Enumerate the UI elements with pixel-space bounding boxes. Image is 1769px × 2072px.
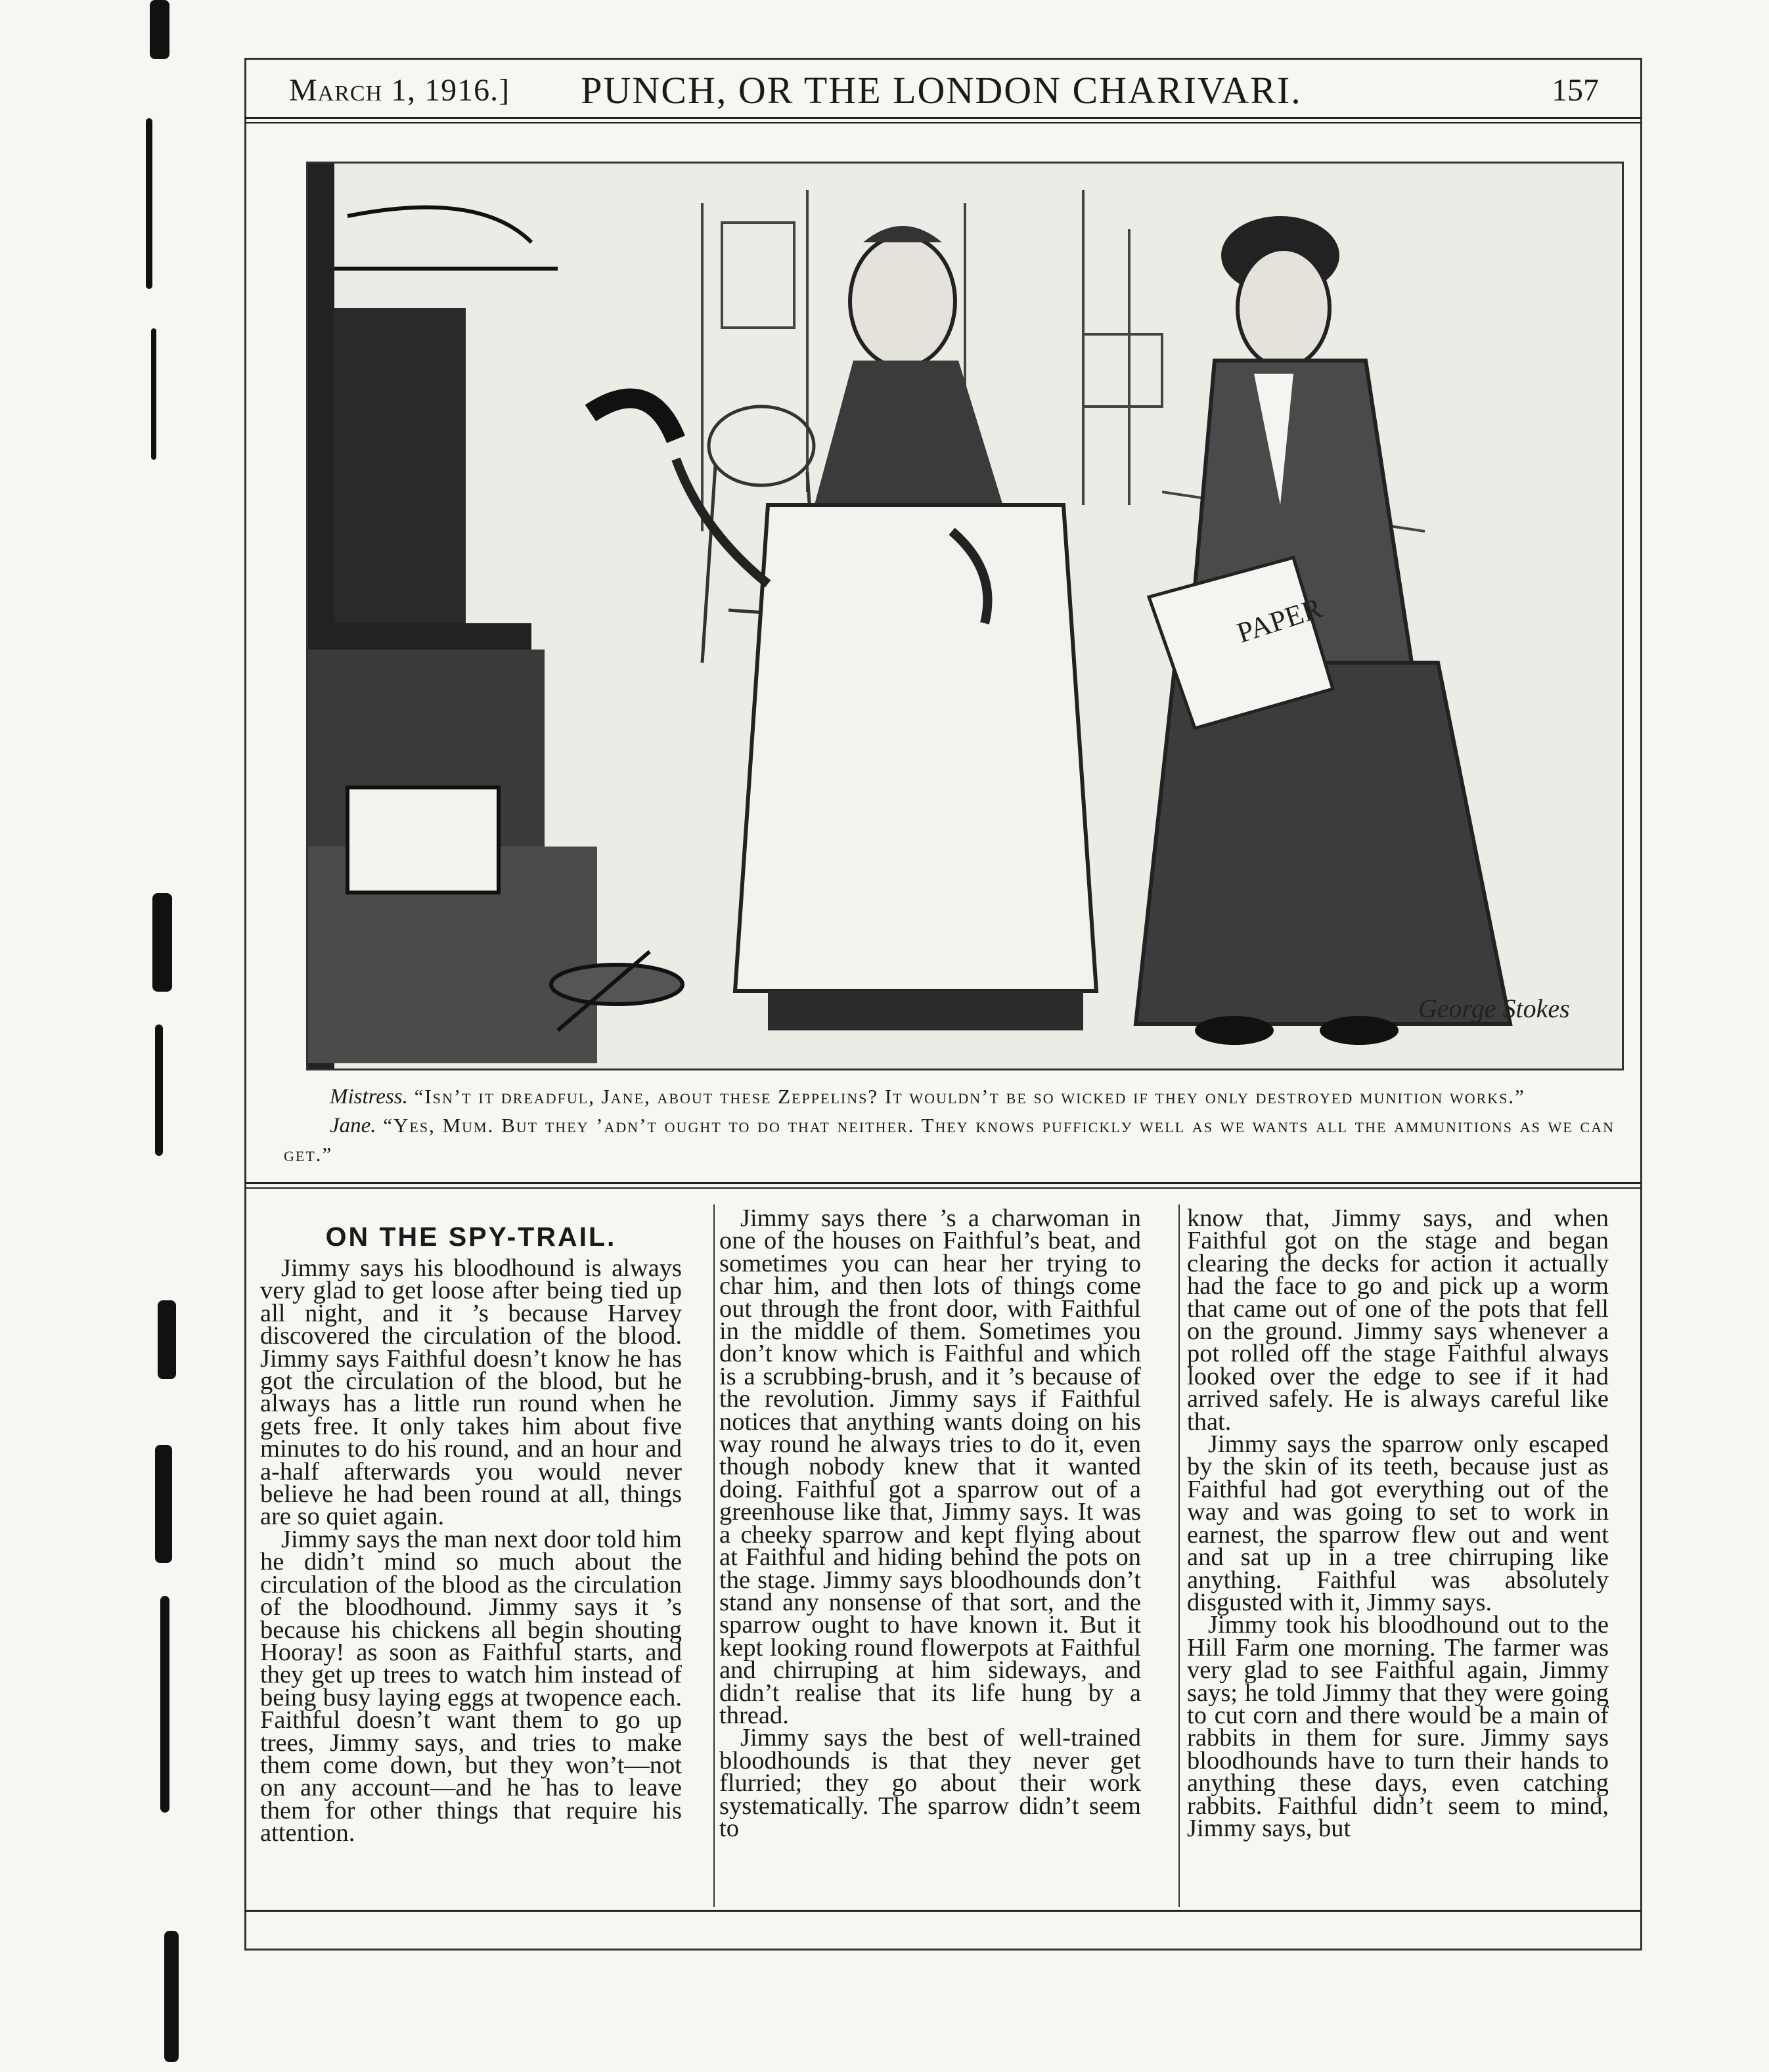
caption-line-mistress xyxy=(284,1082,1615,1111)
article-paragraph: Jimmy says the best of well-trained bloodhounds is that they never get flurried; they go about their work systematically. The sparrow didn’t seem to xyxy=(719,1724,1141,1842)
article-title: ON THE SPY-TRAIL. xyxy=(325,1222,617,1252)
cartoon-caption xyxy=(284,1082,1615,1169)
caption-text-jane: “Yes, Mum. But they ’adn’t ought to do that neither. They knows pufficklу well as we wants all the ammunitions as we can get.” xyxy=(284,1114,1615,1166)
article-paragraph-continued: know that, Jimmy says, and when Faithful got on the stage and began clearing the decks for action it actually had the face to go and pick up a worm that came out of one of the pots that fell on the ground. Jimmy says whenever a pot rolled off the stage Faithful always looked over the edge to see if it had arrived safely. He is always careful like that. xyxy=(1187,1204,1609,1436)
article-column-3 xyxy=(1187,1204,1609,1842)
article-paragraph: Jimmy says his bloodhound is always very glad to get loose after being tied up all night, and it ’s because Harvey discovered the circulation of the blood. Jimmy says Faithful doesn’t know he has got the circulation of the blood, but he always has a little run round when he gets free. It only takes him about five minutes to do his round, and an hour and a-half afterwards you would never believe he had been round at all, things are so quiet again. xyxy=(260,1254,682,1531)
footer-rule xyxy=(244,1910,1641,1912)
header-rule-double xyxy=(244,122,1641,123)
article-column-2 xyxy=(719,1204,1141,1842)
artist-signature: George Stokes xyxy=(1418,994,1570,1023)
speaker-jane: Jane. xyxy=(330,1114,376,1137)
article-paragraph: Jimmy took his bloodhound out to the Hill Farm one morning. The farmer was very glad to see Faithful again, Jimmy says; he told Jimmy that they were going to cut corn and there would be a main of rabbits in them for sure. Jimmy says bloodhounds have to turn their hands to anything these days, even catching rabbits. Faithful didn’t seem to mind, Jimmy says, but xyxy=(1187,1611,1609,1842)
cartoon-drawing xyxy=(308,164,1622,1069)
article-paragraph: Jimmy says the man next door told him he didn’t mind so much about the circulation of the blood as the circulation of the bloodhound. Jimmy says it ’s because his chickens all begin shouting Hooray! as soon as Faithful starts, and they get up trees to watch him instead of being busy laying eggs at twopence each. Faithful doesn’t want them to go up trees, Jimmy says, and tries to make them come down, but they won’t—not on any account—and he has to leave them for other things that require his attention. xyxy=(260,1525,682,1847)
page-number: 157 xyxy=(1552,73,1599,108)
scan-binding-edge xyxy=(0,0,217,2072)
caption-rule-double xyxy=(244,1187,1641,1189)
running-header xyxy=(244,66,1638,118)
header-rule xyxy=(244,117,1641,119)
caption-line-jane xyxy=(284,1111,1615,1169)
article-paragraph: Jimmy says the sparrow only escaped by the skin of its teeth, because just as Faithful had got everything out of the way and was going to set to work in earnest, the sparrow flew out and went and sat up in a tree chirruping like anything. Faithful was absolutely disgusted with it, Jimmy says. xyxy=(1187,1430,1609,1616)
article-paragraph: Jimmy says there ’s a charwoman in one of the houses on Faithful’s beat, and sometimes you can hear her trying to char him, and then lots of things come out through the front door, with Faithful in the middle of them. Sometimes you don’t know which is Faithful and which is a scrubbing-brush, and it ’s because of the revolution. Jimmy says if Faithful notices that anything wants doing on his way round he always tries to do it, even though nobody knew that it wanted doing. Faithful got a sparrow out of a greenhouse like that, Jimmy says. It was a cheeky sparrow and kept flying about at Faithful and hiding behind the pots on the stage. Jimmy says bloodhounds don’t stand any nonsense of that sort, and the sparrow ought to have known it. But it kept looking round flowerpots at Faithful and chirruping at him sideways, and didn’t realise that its life hung by a thread. xyxy=(719,1204,1141,1729)
caption-text-mistress: “Isn’t it dreadful, Jane, about these Zeppelins? It wouldn’t be so wicked if they only destroyed munition works.” xyxy=(414,1085,1525,1108)
issue-date: March 1, 1916.] xyxy=(289,73,510,108)
caption-rule xyxy=(244,1182,1641,1184)
speaker-mistress: Mistress. xyxy=(330,1085,408,1109)
newspaper-label: PAPER xyxy=(1232,591,1326,650)
publication-title: PUNCH, OR THE LONDON CHARIVARI. xyxy=(581,69,1302,112)
column-divider-1 xyxy=(713,1204,715,1907)
article-column-1 xyxy=(260,1207,682,1845)
cartoon-illustration xyxy=(306,162,1624,1070)
column-divider-2 xyxy=(1178,1204,1180,1907)
